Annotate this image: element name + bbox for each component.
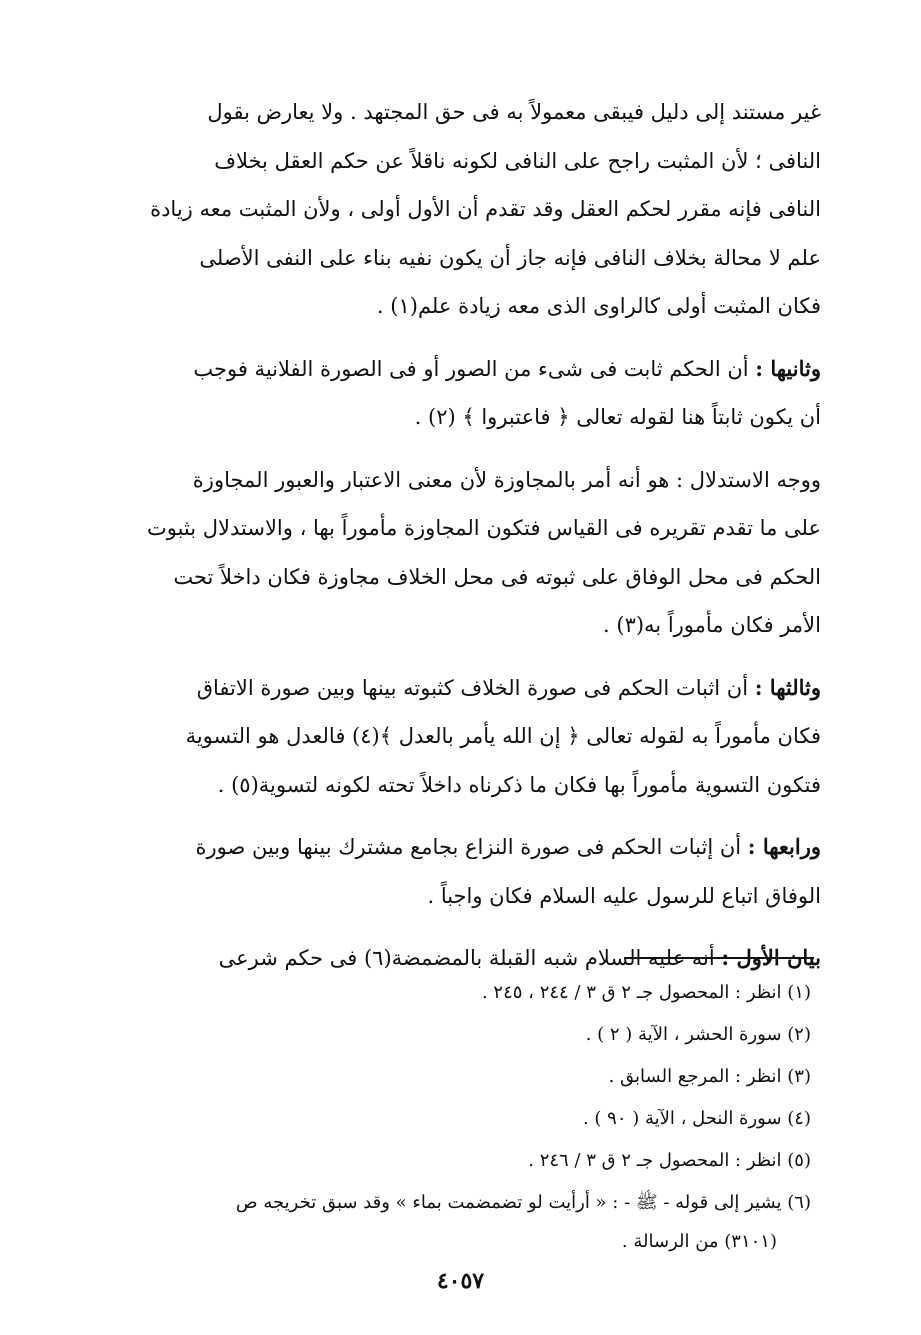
text-line: الأمر فكان مأموراً به(٣) .	[603, 613, 821, 637]
footnote-divider	[624, 957, 814, 959]
main-text	[101, 88, 821, 997]
paragraph-lead: ورابعها :	[747, 834, 821, 859]
paragraph-2	[101, 345, 821, 442]
footnote-6-continuation: (٣١٠١) من الرسالة .	[621, 1231, 777, 1252]
text-line	[101, 823, 821, 872]
text-line: علم لا محالة بخلاف النافى فإنه جاز أن يكون نفيه بناء على النفى الأصلى	[199, 245, 821, 270]
text-line: فتكون التسوية مأموراً بها فكان ما ذكرناه داخلاً تحته لكونه لتسوية(٥) .	[217, 772, 821, 797]
line-text: أنه عليه السلام شبه القبلة بالمضمضة(٦) فى حكم شرعى	[218, 946, 722, 970]
paragraph-4	[101, 664, 821, 810]
paragraph-lead: وثالثها :	[754, 674, 821, 700]
footnote-5: (٥) انظر : المحصول جـ ٢ ق ٣ / ٢٤٦ .	[528, 1150, 811, 1171]
text-line: على ما تقدم تقريره فى القياس فتكون المجاوزة مأموراً بها ، والاستدلال بثبوت	[146, 516, 821, 540]
text-line: غير مستند إلى دليل فيبقى معمولاً به فى حق المجتهد . ولا يعارض بقول	[207, 100, 821, 124]
paragraph-1	[101, 88, 821, 331]
footnote-4: (٤) سورة النحل ، الآية ( ٩٠ ) .	[582, 1108, 811, 1129]
paragraph-3	[101, 456, 821, 650]
footnote-2: (٢) سورة الحشر ، الآية ( ٢ ) .	[585, 1024, 811, 1045]
footnote-1: (١) انظر : المحصول جـ ٢ ق ٣ / ٢٤٤ ، ٢٤٥ .	[481, 982, 811, 1003]
line-text: أن اثبات الحكم فى صورة الخلاف كثبوته بينها وبين صورة الاتفاق	[196, 675, 755, 700]
text-line: الحكم فى محل الوفاق على ثبوته فى محل الخلاف مجاوزة فكان داخلاً تحت	[173, 564, 821, 589]
text-line	[101, 664, 821, 713]
text-line: فكان المثبت أولى كالراوى الذى معه زيادة علم(١) .	[376, 294, 821, 318]
text-line	[101, 345, 821, 394]
text-line: فكان مأموراً به لقوله تعالى ﴿ إن الله يأمر بالعدل ﴾(٤) فالعدل هو التسوية	[185, 724, 821, 748]
footnote-6: (٦) يشير إلى قوله - ﷺ - : « أرأيت لو تضمضمت بماء » وقد سبق تخريجه ص	[235, 1192, 811, 1213]
footnotes	[91, 972, 811, 1260]
text-line: النافى ؛ لأن المثبت راجح على النافى لكونه ناقلاً عن حكم العقل بخلاف	[214, 148, 821, 173]
footnote-3: (٣) انظر : المرجع السابق .	[608, 1066, 811, 1087]
line-text: أن الحكم ثابت فى شىء من الصور أو فى الصورة الفلانية فوجب	[193, 356, 756, 381]
text-line: الوفاق اتباع للرسول عليه السلام فكان واجباً .	[427, 883, 821, 908]
page-number: ٤٠٥٧	[436, 1268, 485, 1294]
text-line: النافى فإنه مقرر لحكم العقل وقد تقدم أن الأول أولى ، ولأن المثبت معه زيادة	[150, 197, 821, 221]
paragraph-lead: بيان الأول :	[721, 945, 821, 970]
text-line: أن يكون ثابتاً هنا لقوله تعالى ﴿ فاعتبروا ﴾ (٢) .	[414, 405, 821, 429]
paragraph-5	[101, 823, 821, 920]
text-line: ووجه الاستدلال : هو أنه أمر بالمجاوزة لأن معنى الاعتبار والعبور المجاوزة	[192, 467, 821, 492]
line-text: أن إثبات الحكم فى صورة النزاع بجامع مشترك بينها وبين صورة	[195, 835, 748, 859]
paragraph-lead: وثانيها :	[755, 355, 821, 381]
